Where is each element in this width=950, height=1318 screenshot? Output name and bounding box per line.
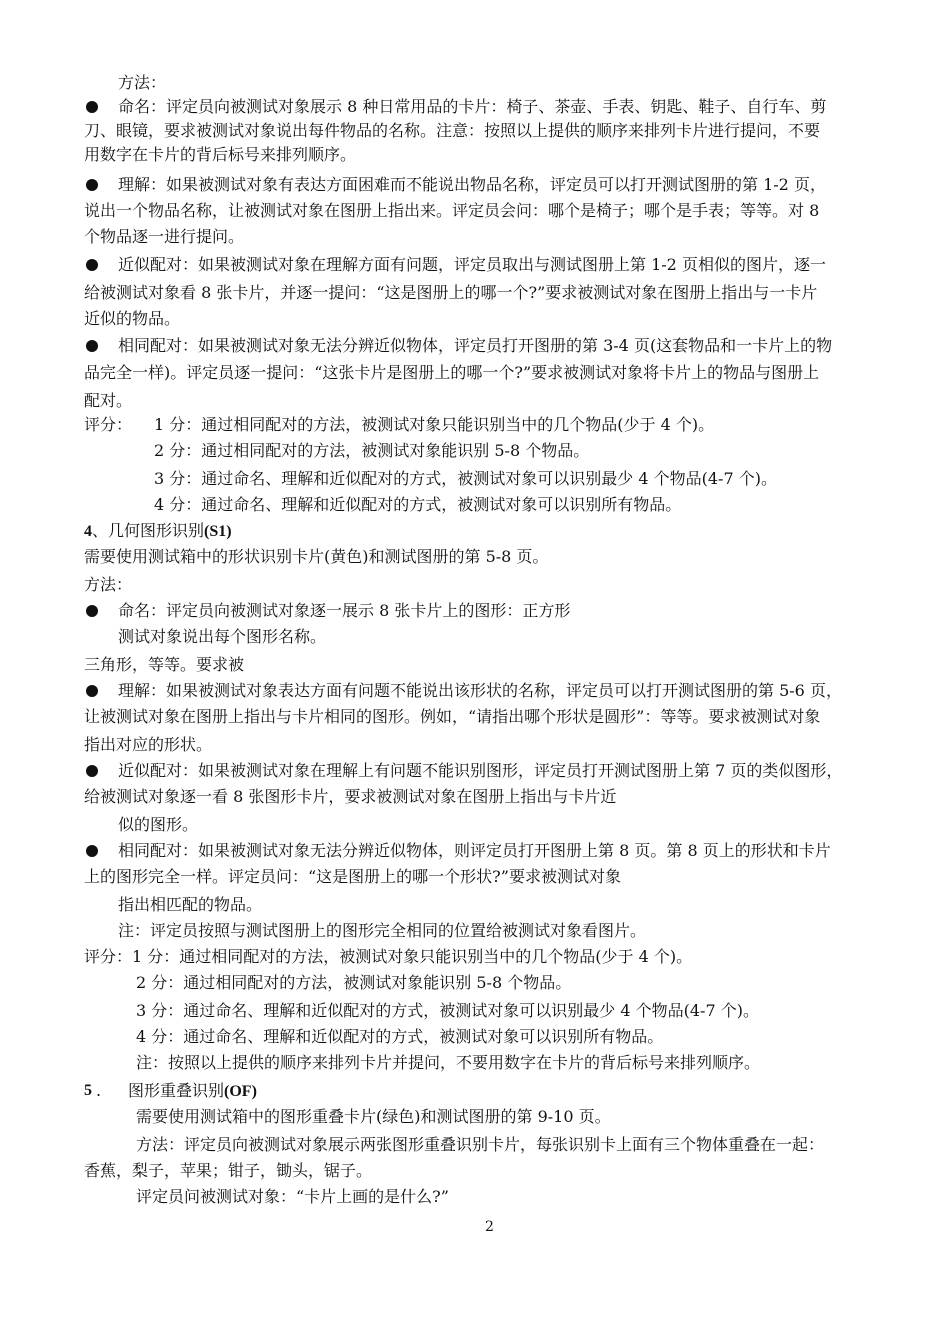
- section-heading: [128, 1080, 257, 1102]
- text-line: 命名：评定员向被测试对象逐一展示 8 张卡片上的图形：正方形: [118, 601, 571, 620]
- text-line: 相同配对：如果被测试对象无法分辨近似物体，则评定员打开图册上第 8 页。第 8 页上的形状和卡片: [118, 841, 831, 860]
- text-line: 用数字在卡片的背后标号来排列顺序。: [84, 145, 357, 164]
- bullet-icon: [86, 685, 98, 697]
- text-line: 给被测试对象逐一看 8 张图形卡片，要求被测试对象在图册上指出与卡片近: [84, 787, 617, 806]
- text-line: 2 分：通过相同配对的方法，被测试对象能识别 5-8 个物品。: [136, 973, 572, 992]
- text-line: 4 分：通过命名、理解和近似配对的方式，被测试对象可以识别所有物品。: [136, 1027, 664, 1046]
- text-line: 香蕉，梨子，苹果；钳子，锄头，锯子。: [84, 1161, 373, 1180]
- score-label: 评分：: [84, 415, 133, 434]
- text-line: 品完全一样)。评定员逐一提问：“这张卡片是图册上的哪一个?”要求被测试对象将卡片上的物品与图册上: [84, 363, 820, 382]
- text-line: 3 分：通过命名、理解和近似配对的方式，被测试对象可以识别最少 4 个物品(4-7 个)。: [136, 1001, 759, 1020]
- text-line: 三角形，等等。要求被: [84, 655, 245, 674]
- text-line: 配对。: [84, 391, 133, 410]
- text-line: 让被测试对象在图册上指出与卡片相同的图形。例如，“请指出哪个形状是圆形”：等等。要求被测试对象: [84, 707, 821, 726]
- bullet-icon: [86, 605, 98, 617]
- text-line: 似的图形。: [118, 815, 199, 834]
- section-title: 图形重叠识别: [128, 1081, 225, 1100]
- section-number: 5: [84, 1082, 92, 1099]
- text-line: 3 分：通过命名、理解和近似配对的方式，被测试对象可以识别最少 4 个物品(4-7 个)。: [154, 469, 777, 488]
- text-line: 测试对象说出每个图形名称。: [118, 627, 327, 646]
- text-line: 近似配对：如果被测试对象在理解上有问题不能识别图形，评定员打开测试图册上第 7 页的类似图形，: [118, 761, 843, 780]
- bullet-icon: [86, 101, 98, 113]
- text-line: 需要使用测试箱中的图形重叠卡片(绿色)和测试图册的第 9-10 页。: [136, 1107, 611, 1126]
- text-line: 指出相匹配的物品。: [118, 895, 263, 914]
- text-line: 注：按照以上提供的顺序来排列卡片并提问，不要用数字在卡片的背后标号来排列顺序。: [136, 1053, 761, 1072]
- bullet-icon: [86, 845, 98, 857]
- text-line: 相同配对：如果被测试对象无法分辨近似物体，评定员打开图册的第 3-4 页(这套物品和一卡片上的物: [118, 336, 833, 355]
- text-line: 评定员问被测试对象：“卡片上画的是什么?”: [136, 1187, 449, 1206]
- text-line: 个物品逐一进行提问。: [84, 227, 245, 246]
- bullet-icon: [86, 259, 98, 271]
- text-line: 命名：评定员向被测试对象展示 8 种日常用品的卡片：椅子、茶壶、手表、钥匙、鞋子、自行车、剪: [118, 97, 827, 116]
- section-code: (S1): [204, 523, 232, 540]
- text-line: 评分：1 分：通过相同配对的方法，被测试对象只能识别当中的几个物品(少于 4 个)。: [84, 947, 693, 966]
- section-title: 、几何图形识别: [92, 521, 205, 540]
- text-line: 需要使用测试箱中的形状识别卡片(黄色)和测试图册的第 5-8 页。: [84, 547, 549, 566]
- text-line: 方法：评定员向被测试对象展示两张图形重叠识别卡片，每张识别卡上面有三个物体重叠在一起：: [136, 1135, 825, 1154]
- section-number: 4: [84, 523, 92, 540]
- text-line: 说出一个物品名称，让被测试对象在图册上指出来。评定员会问：哪个是椅子；哪个是手表；等等。对 8: [84, 201, 820, 220]
- page-number: 2: [485, 1219, 494, 1235]
- bullet-icon: [86, 765, 98, 777]
- text-line: 给被测试对象看 8 张卡片，并逐一提问：“这是图册上的哪一个?”要求被测试对象在图册上指出与一卡片: [84, 283, 818, 302]
- text-line: 理解：如果被测试对象表达方面有问题不能说出该形状的名称，评定员可以打开测试图册的第 5-6 页，: [118, 681, 842, 700]
- text-line: 1 分：通过相同配对的方法，被测试对象只能识别当中的几个物品(少于 4 个)。: [154, 415, 715, 434]
- section-dot: .: [96, 1081, 102, 1100]
- text-line: 近似配对：如果被测试对象在理解方面有问题，评定员取出与测试图册上第 1-2 页相似的图片，逐一: [118, 255, 826, 274]
- section-code: (OF): [224, 1083, 257, 1100]
- text-line: 理解：如果被测试对象有表达方面困难而不能说出物品名称，评定员可以打开测试图册的第 1-2 页，: [118, 175, 826, 194]
- text-line: 近似的物品。: [84, 309, 181, 328]
- text-line: 注：评定员按照与测试图册上的图形完全相同的位置给被测试对象看图片。: [118, 921, 647, 940]
- text-line: 上的图形完全一样。评定员问：“这是图册上的哪一个形状?”要求被测试对象: [84, 867, 621, 886]
- text-line: 2 分：通过相同配对的方法，被测试对象能识别 5-8 个物品。: [154, 441, 590, 460]
- bullet-icon: [86, 340, 98, 352]
- text-line: 指出对应的形状。: [84, 735, 213, 754]
- text-line: 方法：: [118, 73, 167, 92]
- text-line: 方法：: [84, 575, 133, 594]
- text-line: 刀、眼镜，要求被测试对象说出每件物品的名称。注意：按照以上提供的顺序来排列卡片进行提问，不要: [84, 121, 821, 140]
- section-heading: [84, 520, 232, 542]
- bullet-icon: [86, 179, 98, 191]
- text-line: 4 分：通过命名、理解和近似配对的方式，被测试对象可以识别所有物品。: [154, 495, 682, 514]
